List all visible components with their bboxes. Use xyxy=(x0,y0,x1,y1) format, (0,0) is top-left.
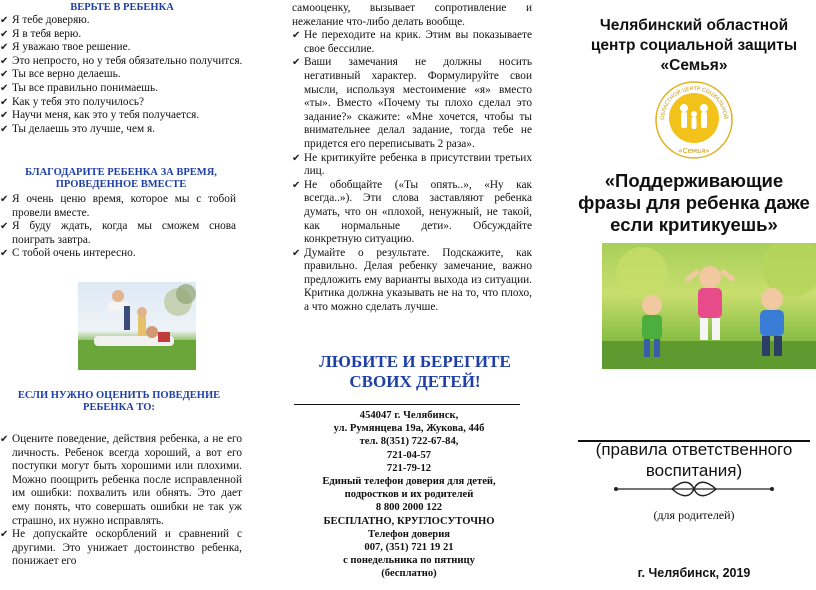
contact-line: (бесплатно) xyxy=(381,568,437,580)
ornament-divider-icon xyxy=(612,478,776,500)
list-item: ✔ Я тебе доверяю. xyxy=(0,14,244,28)
contact-line: Телефон доверия xyxy=(367,528,451,540)
contact-line: 454047 г. Челябинск, xyxy=(359,410,459,421)
heading-evaluate: ЕСЛИ НУЖНО ОЦЕНИТЬ ПОВЕДЕНИЕ РЕБЕНКА ТО: xyxy=(17,390,221,414)
contact-line: 007, (351) 721 19 21 xyxy=(364,542,454,554)
contact-line: Единый телефон доверия для детей, xyxy=(322,476,496,488)
list-item: ✔ Я уважаю твое решение. xyxy=(0,41,244,55)
panel-right xyxy=(572,0,816,590)
contact-line: БЕСПЛАТНО, КРУГЛОСУТОЧНО xyxy=(323,515,495,527)
list-believe xyxy=(0,14,244,136)
contact-line: 8 800 2000 122 xyxy=(375,502,443,514)
list-evaluate xyxy=(0,433,242,569)
contact-line: подростков и их родителей xyxy=(344,489,474,501)
list-item: ✔ Ты делаешь это лучше, чем я. xyxy=(0,123,244,137)
brochure-title: «Поддерживающие фразы для ребенка даже если критикуешь» xyxy=(578,170,810,235)
list-item: ✔ Не допускайте оскорблений и сравнений с другими. Это унижает достоинство ребенка, понижает его xyxy=(0,528,242,569)
list-item: ✔ Не переходите на крик. Этим вы показываете свое бессилие. xyxy=(292,29,532,56)
list-item: ✔ Это непросто, но у тебя обязательно получится. xyxy=(0,55,244,69)
contact-line: ул. Румянцева 19а, Жукова, 44б xyxy=(333,423,485,435)
org-line: Челябинский областной xyxy=(599,17,789,34)
logo-bottom-text: «Семья» xyxy=(678,147,710,155)
logo-ring-text: ОБЛАСТНОЙ ЦЕНТР СОЦИАЛЬНОЙ xyxy=(659,85,729,121)
brochure-subtitle: (правила ответственного воспитания) xyxy=(595,440,793,480)
panel-middle xyxy=(286,0,538,590)
contact-line: тел. 8(351) 722-67-84, xyxy=(359,436,459,448)
heading-thank: БЛАГОДАРИТЕ РЕБЕНКА ЗА ВРЕМЯ, ПРОВЕДЕННОЕ ВМЕСТЕ xyxy=(25,167,217,191)
list-item: ✔ Я буду ждать, когда мы сможем снова поиграть завтра. xyxy=(0,220,236,247)
list-item: ✔ Не критикуйте ребенка в присутствии третьих лиц. xyxy=(292,152,532,179)
advice-intro: самооценку, вызывает сопротивление и нежелание что-либо делать вообще. xyxy=(292,2,532,28)
city-year: г. Челябинск, 2019 xyxy=(637,566,751,580)
organization-logo-icon xyxy=(654,80,734,160)
children-photo xyxy=(602,243,816,369)
list-item: ✔ Я в тебя верю. xyxy=(0,28,244,42)
organization-name xyxy=(572,16,816,76)
list-item: ✔ Я очень ценю время, которое мы с тобой провели вместе. xyxy=(0,193,236,220)
org-line: «Семья» xyxy=(660,57,728,74)
list-item: ✔ Научи меня, как это у тебя получается. xyxy=(0,109,244,123)
family-photo xyxy=(78,282,196,370)
contact-line: с понедельника по пятницу xyxy=(343,555,475,567)
list-item: ✔ Не обобщайте («Ты опять..», «Ну как всегда..»). Эти слова заставляют ребенка думать, что он «плохой, ненужный, не такой, как нормальные дети». Обсуждайте конкретную ситуацию. xyxy=(292,179,532,247)
org-line: центр социальной защиты xyxy=(590,37,798,54)
list-item: ✔ Как у тебя это получилось? xyxy=(0,96,244,110)
audience-label: (для родителей) xyxy=(653,508,735,522)
slogan: ЛЮБИТЕ И БЕРЕГИТЕ СВОИХ ДЕТЕЙ! xyxy=(319,352,511,391)
panel-left xyxy=(0,0,246,590)
contact-line: 721-04-57 xyxy=(386,449,432,461)
list-item: ✔ Ты все правильно понимаешь. xyxy=(0,82,244,96)
heading-believe: ВЕРЬТЕ В РЕБЕНКА xyxy=(70,2,174,13)
divider xyxy=(294,404,520,405)
contact-line: 721-79-12 xyxy=(386,462,432,474)
list-item: ✔ С тобой очень интересно. xyxy=(0,247,236,261)
list-item: ✔ Ты все верно делаешь. xyxy=(0,68,244,82)
advice-text xyxy=(292,2,532,315)
list-item: ✔ Ваши замечания не должны носить негативный характер. Формулируйте свои мысли, используя местоимение «я» вместо «ты». Вместо «Почему ты плохо сделал это задание?» скажите: «Мне хочется, чтобы ты внимательнее делал задание, тогда тебе не придется его переписывать 2 раза». xyxy=(292,56,532,151)
contact-block xyxy=(286,409,532,581)
list-thank xyxy=(0,193,236,261)
list-item: ✔ Думайте о результате. Подскажите, как правильно. Делая ребенку замечание, важно предложить ему варианты выхода из ситуации. Критика должна указывать не на то, что плохо, а что можно сделать лучше. xyxy=(292,247,532,315)
list-item: ✔ Оцените поведение, действия ребенка, а не его личность. Ребенок всегда хороший, а вот его поступки могут быть хорошими или плохими. Можно поощрить ребенка после исправленной им ошибки: похвалить или обнять. Это дает ему понять, что совершать ошибки не так уж страшно, их нужно исправлять. xyxy=(0,433,242,528)
